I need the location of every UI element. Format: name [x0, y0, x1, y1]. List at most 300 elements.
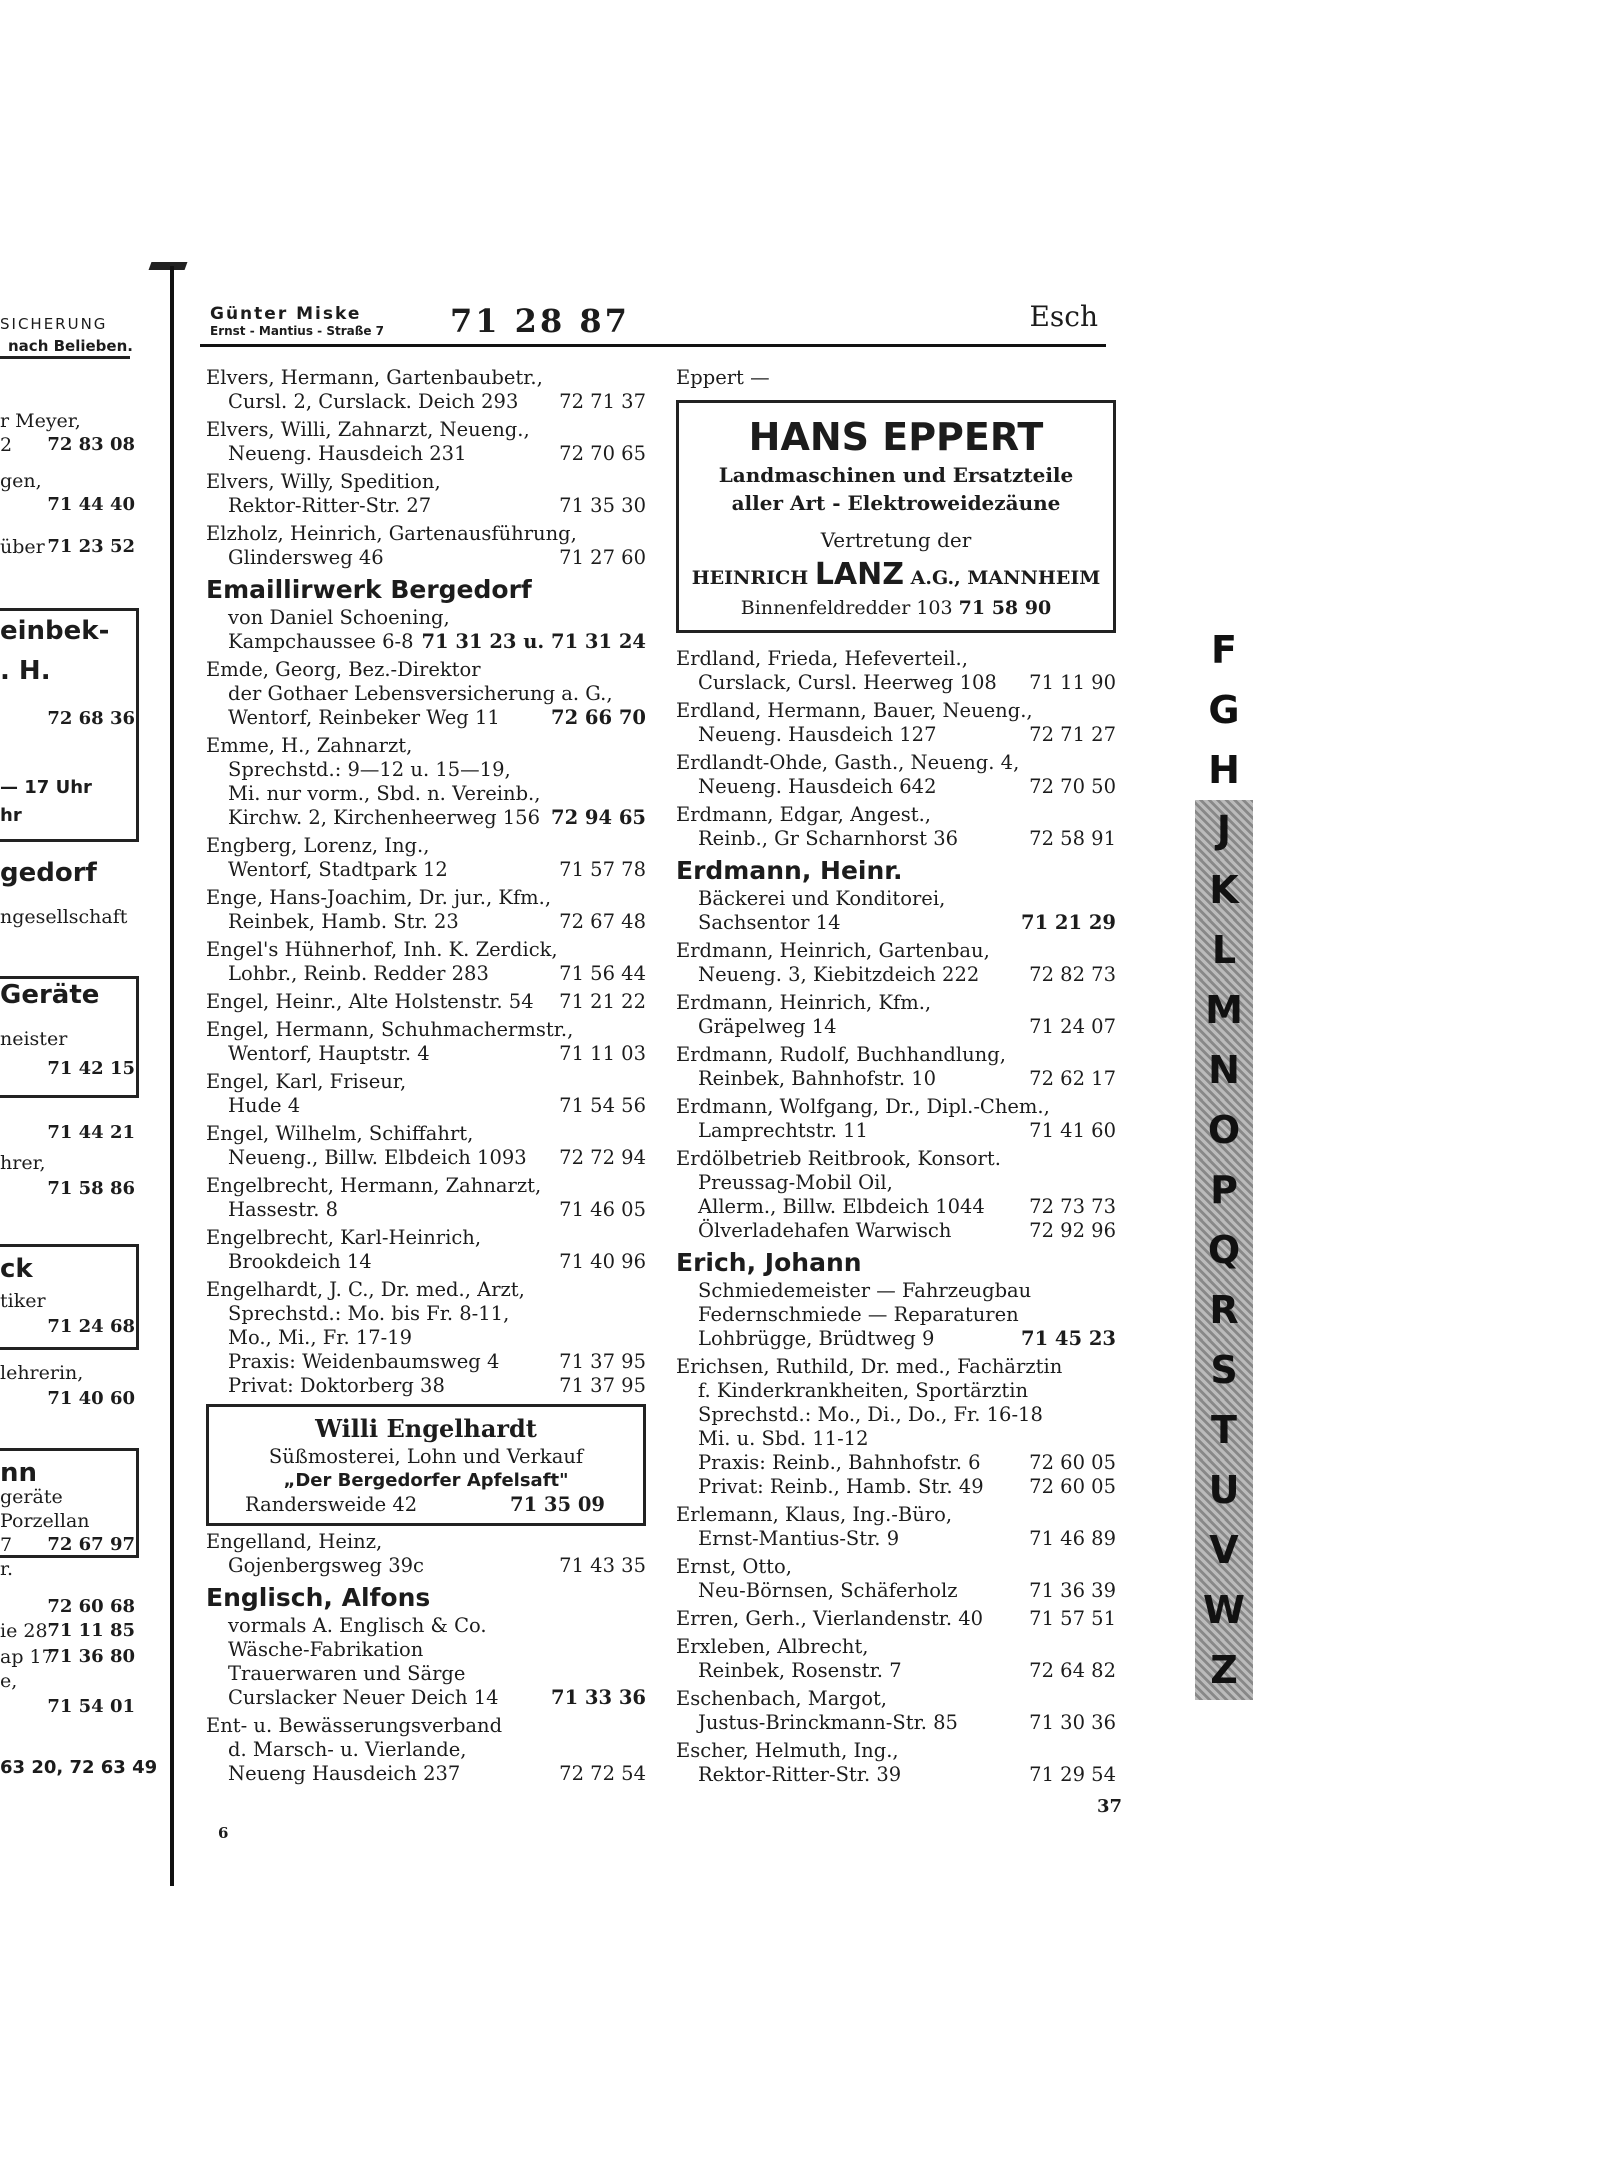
directory-entry: [676, 751, 1116, 799]
entry-text: Lohbrügge, Brüdtweg 9: [698, 1327, 935, 1350]
directory-entry: [676, 1635, 1116, 1683]
entry-line: [206, 1686, 646, 1710]
directory-entry: [676, 1043, 1116, 1091]
entry-text: Erdland, Hermann, Bauer, Neueng.,: [676, 699, 1033, 722]
entry-line: [676, 887, 1116, 911]
entry-phone: 71 40 96: [559, 1250, 646, 1273]
left-fragment-phone: 72 67 97: [47, 1534, 135, 1555]
entry-text: Neueng., Billw. Elbdeich 1093: [228, 1146, 527, 1169]
entry-line: [206, 734, 646, 758]
entry-line: [206, 962, 646, 986]
thumb-tab-r[interactable]: R: [1195, 1280, 1253, 1340]
left-fragment-text: gedorf: [0, 858, 97, 888]
entry-line: [206, 470, 646, 494]
left-fragment-text: . H.: [0, 656, 51, 686]
advert-company-brand: LANZ: [814, 557, 905, 592]
entry-line: [206, 522, 646, 546]
entry-line: [676, 803, 1116, 827]
entry-line: [676, 1739, 1116, 1763]
entry-text: Bäckerei und Konditorei,: [698, 887, 946, 910]
entry-phone: 71 21 22: [559, 990, 646, 1013]
entry-line: [676, 671, 1116, 695]
advert-title: HANS EPPERT: [748, 415, 1044, 459]
entry-text: Engel, Hermann, Schuhmachermstr.,: [206, 1018, 574, 1041]
entry-line: [206, 1530, 646, 1554]
directory-entry: [206, 1582, 646, 1710]
entry-phone: 72 64 82: [1029, 1659, 1116, 1682]
entry-business-name: Erdmann, Heinr.: [676, 856, 903, 885]
left-fragment-phone: 72 83 08: [47, 434, 135, 455]
advert-company-line: [691, 557, 1101, 596]
entry-business-name: Emaillirwerk Bergedorf: [206, 575, 532, 604]
entry-line: [206, 1018, 646, 1042]
entry-line: [206, 1638, 646, 1662]
page-number-right: 37: [1097, 1796, 1123, 1817]
entry-phone: 72 58 91: [1029, 827, 1116, 850]
entry-phone: 71 54 56: [559, 1094, 646, 1117]
entry-phone: 71 57 51: [1029, 1607, 1116, 1630]
entry-text: Erxleben, Albrecht,: [676, 1635, 869, 1658]
entry-text: Hude 4: [228, 1094, 301, 1117]
entry-text: Erdmann, Rudolf, Buchhandlung,: [676, 1043, 1006, 1066]
directory-entry: [676, 939, 1116, 987]
left-fragment-line: [0, 470, 135, 492]
advert-title: Willi Engelhardt: [315, 1414, 537, 1443]
entry-text: Elzholz, Heinrich, Gartenausführung,: [206, 522, 577, 545]
entry-phone: 72 72 54: [559, 1762, 646, 1785]
entry-phone: 72 82 73: [1029, 963, 1116, 986]
entry-text: Erdmann, Edgar, Angest.,: [676, 803, 931, 826]
left-fragment-line: [0, 1620, 135, 1642]
entry-text: Engberg, Lorenz, Ing.,: [206, 834, 430, 857]
directory-entry: [206, 1018, 646, 1066]
entry-text: Federnschmiede — Reparaturen: [698, 1303, 1019, 1326]
thumb-index: [1195, 620, 1253, 1700]
directory-entry: [206, 418, 646, 466]
left-fragment-phone: 71 54 01: [47, 1696, 135, 1717]
entry-phone: 71 41 60: [1029, 1119, 1116, 1142]
entry-line: [676, 1043, 1116, 1067]
entry-line: [206, 1122, 646, 1146]
entry-text: Engelhardt, J. C., Dr. med., Arzt,: [206, 1278, 525, 1301]
left-fragment-box: [0, 608, 139, 842]
left-fragment-text: lehrerin,: [0, 1362, 84, 1384]
entry-line: [676, 991, 1116, 1015]
entry-line: [206, 546, 646, 570]
directory-entry: [206, 470, 646, 518]
advert-line: aller Art - Elektroweidezäune: [731, 491, 1061, 515]
left-fragment-text: ap 17: [0, 1646, 54, 1668]
entry-line: [206, 366, 646, 390]
entry-line: [206, 782, 646, 806]
left-fragment-line: [0, 1646, 135, 1668]
left-fragment-phone: 71 36 80: [47, 1646, 135, 1667]
entry-line: [676, 1015, 1116, 1039]
entry-line: [206, 442, 646, 466]
directory-entry: [206, 1122, 646, 1170]
entry-line: [676, 1451, 1116, 1475]
entry-line: [206, 390, 646, 414]
entry-line: [206, 886, 646, 910]
entry-line: [676, 1067, 1116, 1091]
entry-text: Elvers, Hermann, Gartenbaubetr.,: [206, 366, 543, 389]
thumb-tab-k[interactable]: K: [1195, 860, 1253, 920]
entry-text: Gräpelweg 14: [698, 1015, 837, 1038]
directory-entry: [676, 1607, 1116, 1631]
entry-text: Erren, Gerh., Vierlandenstr. 40: [676, 1607, 984, 1630]
left-fragment-phone: 72 68 36: [47, 708, 135, 729]
entry-phone: 72 73 73: [1029, 1195, 1116, 1218]
entry-business-name: Erich, Johann: [676, 1248, 862, 1277]
thumb-tab-z[interactable]: Z: [1195, 1640, 1253, 1700]
entry-line: [676, 1327, 1116, 1351]
entry-line: [676, 1659, 1116, 1683]
entry-line: [206, 758, 646, 782]
entry-text: Wentorf, Hauptstr. 4: [228, 1042, 430, 1065]
directory-entry: [676, 1247, 1116, 1351]
entry-phone: 71 31 23 u. 71 31 24: [421, 630, 646, 653]
entry-text: von Daniel Schoening,: [228, 606, 450, 629]
entry-text: Erlemann, Klaus, Ing.-Büro,: [676, 1503, 953, 1526]
left-fragment-line: [0, 906, 135, 928]
entry-text: Engel, Wilhelm, Schiffahrt,: [206, 1122, 474, 1145]
entry-phone: 71 11 90: [1029, 671, 1116, 694]
left-fragment-phone: 71 23 52: [47, 536, 135, 557]
thumb-tab-s[interactable]: S: [1195, 1340, 1253, 1400]
thumb-tab-o[interactable]: O: [1195, 1100, 1253, 1160]
entry-text: d. Marsch- u. Vierlande,: [228, 1738, 467, 1761]
entry-text: Glindersweg 46: [228, 546, 384, 569]
entry-phone: 72 94 65: [551, 806, 646, 829]
thumb-tab-q[interactable]: Q: [1195, 1220, 1253, 1280]
entry-text: der Gothaer Lebensversicherung a. G.,: [228, 682, 613, 705]
entry-text: Sprechstd.: Mo. bis Fr. 8-11,: [228, 1302, 510, 1325]
entry-line: [206, 1554, 646, 1578]
left-fragment-line: [0, 312, 135, 334]
directory-entry: [676, 1147, 1116, 1243]
left-fragment-box: [0, 1448, 139, 1558]
left-fragment-text: ngesellschaft: [0, 906, 128, 928]
left-fragment-text: Geräte: [0, 980, 100, 1010]
entry-line: [676, 1579, 1116, 1603]
entry-line: [206, 910, 646, 934]
entry-phone: 72 92 96: [1029, 1219, 1116, 1242]
left-fragment-text: — 17 Uhr: [0, 777, 92, 798]
directory-entry: [676, 366, 1116, 390]
entry-line: [676, 1475, 1116, 1499]
entry-text: Erdlandt-Ohde, Gasth., Neueng. 4,: [676, 751, 1020, 774]
entry-line: [206, 630, 646, 654]
left-fragment-line: [0, 858, 135, 888]
left-fragment-text: 7: [0, 1534, 13, 1556]
entry-text: Neu-Börnsen, Schäferholz: [698, 1579, 958, 1602]
entry-line: [676, 1635, 1116, 1659]
left-fragment-line: [0, 334, 135, 356]
advert-box-engelhardt: [206, 1404, 646, 1526]
directory-entry: [206, 990, 646, 1014]
entry-phone: 72 62 17: [1029, 1067, 1116, 1090]
entry-text: Neueng. Hausdeich 231: [228, 442, 467, 465]
entry-text: Trauerwaren und Särge: [228, 1662, 466, 1685]
entry-text: Elvers, Willi, Zahnarzt, Neueng.,: [206, 418, 530, 441]
entry-text: Curslacker Neuer Deich 14: [228, 1686, 499, 1709]
left-fragment-box: [0, 976, 139, 1098]
left-fragment-text: nach Belieben.: [8, 337, 133, 355]
entry-line: [676, 1403, 1116, 1427]
entry-line: [206, 1250, 646, 1274]
entry-line: [206, 1614, 646, 1638]
entry-text: Rektor-Ritter-Str. 39: [698, 1763, 902, 1786]
entry-text: Eppert —: [676, 366, 770, 389]
directory-entry: [206, 574, 646, 654]
thumb-tab-l[interactable]: L: [1195, 920, 1253, 980]
entry-line: [676, 1763, 1116, 1787]
entry-phone: 72 67 48: [559, 910, 646, 933]
thumb-tab-p[interactable]: P: [1195, 1160, 1253, 1220]
entry-text: Wentorf, Stadtpark 12: [228, 858, 448, 881]
directory-entry: [676, 1095, 1116, 1143]
entry-phone: 71 35 30: [559, 494, 646, 517]
entry-line: [676, 1355, 1116, 1379]
entry-text: Enge, Hans-Joachim, Dr. jur., Kfm.,: [206, 886, 552, 909]
entry-line: [676, 1607, 1116, 1631]
left-fragment-line: [0, 1756, 158, 1778]
left-fragment-text: gen,: [0, 470, 42, 492]
entry-line: [206, 1662, 646, 1686]
advert-line: Vertretung der: [820, 528, 972, 552]
left-fragment-phone: 72 60 68: [47, 1596, 135, 1617]
entry-line: [676, 1279, 1116, 1303]
left-fragment-text: 2: [0, 434, 13, 456]
entry-text: Neueng. Hausdeich 127: [698, 723, 937, 746]
thumb-tab-n[interactable]: N: [1195, 1040, 1253, 1100]
entry-text: f. Kinderkrankheiten, Sportärztin: [698, 1379, 1029, 1402]
entry-line: [206, 806, 646, 830]
entry-text: Engel, Karl, Friseur,: [206, 1070, 407, 1093]
entry-text: vormals A. Englisch & Co.: [228, 1614, 487, 1637]
entry-text: Sprechstd.: 9—12 u. 15—19,: [228, 758, 511, 781]
entry-text: Ernst, Otto,: [676, 1555, 792, 1578]
entry-text: Engelbrecht, Hermann, Zahnarzt,: [206, 1174, 542, 1197]
entry-phone: 71 43 35: [559, 1554, 646, 1577]
entry-line: [676, 699, 1116, 723]
entry-line: [206, 1042, 646, 1066]
entry-phone: 71 37 95: [559, 1374, 646, 1397]
left-fragment-text: Porzellan: [0, 1510, 90, 1532]
page-header: [200, 300, 1106, 347]
entry-text: Reinb., Gr Scharnhorst 36: [698, 827, 959, 850]
entry-phone: 72 66 70: [551, 706, 646, 729]
directory-entry: [676, 400, 1116, 633]
thumb-tab-j[interactable]: J: [1195, 800, 1253, 860]
advert-company-first: HEINRICH: [691, 567, 809, 589]
entry-phone: 71 21 29: [1021, 911, 1116, 934]
entry-text: Erdmann, Heinrich, Gartenbau,: [676, 939, 990, 962]
entry-text: Allerm., Billw. Elbdeich 1044: [698, 1195, 985, 1218]
header-phone: 71 28 87: [450, 302, 630, 340]
entry-text: Erdölbetrieb Reitbrook, Konsort.: [676, 1147, 1001, 1170]
entry-text: Engel, Heinr., Alte Holstenstr. 54: [206, 990, 534, 1013]
page-number-left: 6: [218, 1824, 229, 1842]
entry-line: [206, 1738, 646, 1762]
left-fragment-text: über: [0, 536, 45, 558]
entry-text: Praxis: Reinb., Bahnhofstr. 6: [698, 1451, 981, 1474]
left-fragment-phone: 71 44 21: [47, 1122, 135, 1143]
entry-text: Schmiedemeister — Fahrzeugbau: [698, 1279, 1032, 1302]
entry-line: [676, 1195, 1116, 1219]
entry-line: [676, 827, 1116, 851]
entry-phone: 71 37 95: [559, 1350, 646, 1373]
entry-phone: 72 60 05: [1029, 1475, 1116, 1498]
entry-text: Wentorf, Reinbeker Weg 11: [228, 706, 500, 729]
entry-text: Erichsen, Ruthild, Dr. med., Fachärztin: [676, 1355, 1063, 1378]
entry-phone: 72 71 27: [1029, 723, 1116, 746]
left-fragment-text: r Meyer,: [0, 410, 81, 432]
directory-column-1: [206, 362, 646, 1786]
directory-entry: [676, 803, 1116, 851]
advert-phone: 71 58 90: [958, 597, 1052, 619]
entry-text: Engelland, Heinz,: [206, 1530, 383, 1553]
entry-phone: 71 46 89: [1029, 1527, 1116, 1550]
advert-line: Landmaschinen und Ersatzteile: [718, 463, 1074, 487]
entry-text: Escher, Helmuth, Ing.,: [676, 1739, 899, 1762]
directory-entry: [206, 1226, 646, 1274]
thumb-tab-m[interactable]: M: [1195, 980, 1253, 1040]
entry-text: Lohbr., Reinb. Redder 283: [228, 962, 489, 985]
entry-phone: 71 33 36: [551, 1686, 646, 1709]
entry-text: Lamprechtstr. 11: [698, 1119, 868, 1142]
entry-line: [206, 1350, 646, 1374]
directory-entry: [676, 1739, 1116, 1787]
entry-line: [206, 682, 646, 706]
entry-line: [676, 1379, 1116, 1403]
left-fragment-text: einbek-: [0, 616, 110, 646]
entry-line: [676, 1303, 1116, 1327]
thumb-tab-f[interactable]: F: [1211, 628, 1237, 672]
entry-text: Elvers, Willy, Spedition,: [206, 470, 441, 493]
binding-mark: [149, 262, 188, 270]
advert-phone: 71 35 09: [510, 1493, 605, 1516]
entry-line: [206, 1374, 646, 1398]
entry-text: Mi. nur vorm., Sbd. n. Vereinb.,: [228, 782, 541, 805]
advert-company-rest: A.G., MANNHEIM: [910, 567, 1101, 589]
entry-text: Reinbek, Hamb. Str. 23: [228, 910, 459, 933]
entry-text: Eschenbach, Margot,: [676, 1687, 887, 1710]
entry-line: [676, 911, 1116, 935]
entry-line: [676, 1503, 1116, 1527]
left-fragment-line: [0, 1558, 135, 1580]
entry-text: Engelbrecht, Karl-Heinrich,: [206, 1226, 482, 1249]
entry-line: [206, 418, 646, 442]
entry-line: [206, 606, 646, 630]
entry-line: [676, 1219, 1116, 1243]
entry-phone: 71 30 36: [1029, 1711, 1116, 1734]
entry-line: [206, 1146, 646, 1170]
entry-text: Neueng. Hausdeich 642: [698, 775, 937, 798]
entry-text: Ent- u. Bewässerungsverband: [206, 1714, 503, 1737]
entry-line: [676, 366, 1116, 390]
entry-text: Brookdeich 14: [228, 1250, 372, 1273]
entry-text: Emde, Georg, Bez.-Direktor: [206, 658, 481, 681]
entry-line: [206, 1094, 646, 1118]
entry-text: Curslack, Cursl. Heerweg 108: [698, 671, 997, 694]
directory-entry: [206, 1530, 646, 1578]
entry-line: [206, 1762, 646, 1786]
entry-phone: 71 56 44: [559, 962, 646, 985]
left-fragment-phone: 71 40 60: [47, 1388, 135, 1409]
advert-line: „Der Bergedorfer Apfelsaft": [283, 1470, 569, 1491]
directory-entry: [206, 1404, 646, 1526]
header-advertiser-address: Ernst - Mantius - Straße 7: [210, 324, 385, 338]
entry-line: [676, 751, 1116, 775]
directory-entry: [676, 1503, 1116, 1551]
entry-text: Reinbek, Rosenstr. 7: [698, 1659, 902, 1682]
entry-text: Ernst-Mantius-Str. 9: [698, 1527, 900, 1550]
left-fragment-text: nn: [0, 1458, 38, 1488]
directory-entry: [676, 699, 1116, 747]
left-fragment-text: e,: [0, 1670, 18, 1692]
directory-entry: [206, 734, 646, 830]
thumb-tab-v[interactable]: V: [1195, 1520, 1253, 1580]
entry-phone: 71 45 23: [1021, 1327, 1116, 1350]
directory-entry: [206, 834, 646, 882]
left-fragment-phone: 71 44 40: [47, 494, 135, 515]
thumb-tab-h[interactable]: H: [1208, 748, 1240, 792]
entry-text: Kirchw. 2, Kirchenheerweg 156: [228, 806, 540, 829]
left-fragment-line: [0, 1152, 135, 1174]
left-fragment-text: r.: [0, 1558, 14, 1580]
entry-line: [676, 1527, 1116, 1551]
left-fragment-line: [0, 536, 135, 558]
thumb-tab-t[interactable]: T: [1195, 1400, 1253, 1460]
thumb-tab-g[interactable]: G: [1208, 688, 1240, 732]
thumb-tab-w[interactable]: W: [1195, 1580, 1253, 1640]
entry-line: [676, 647, 1116, 671]
entry-phone: 71 11 03: [559, 1042, 646, 1065]
entry-phone: 72 72 94: [559, 1146, 646, 1169]
directory-entry: [206, 658, 646, 730]
entry-text: Rektor-Ritter-Str. 27: [228, 494, 432, 517]
entry-text: Erdland, Frieda, Hefeverteil.,: [676, 647, 968, 670]
entry-phone: 72 71 37: [559, 390, 646, 413]
entry-line: [206, 1278, 646, 1302]
entry-phone: 72 60 05: [1029, 1451, 1116, 1474]
left-fragment-box: [0, 1244, 139, 1350]
entry-text: Ölverladehafen Warwisch: [698, 1219, 952, 1242]
advert-box-eppert: [676, 400, 1116, 633]
entry-line: [206, 858, 646, 882]
directory-entry: [206, 522, 646, 570]
entry-line: [206, 1326, 646, 1350]
advert-address-row: [221, 1493, 631, 1517]
thumb-tab-u[interactable]: U: [1195, 1460, 1253, 1520]
entry-text: Sachsentor 14: [698, 911, 841, 934]
advert-address-row: [691, 596, 1101, 620]
entry-line: [206, 938, 646, 962]
left-fragment-text: tiker: [0, 1290, 46, 1312]
entry-line: [676, 1171, 1116, 1195]
directory-column-2: [676, 362, 1116, 1787]
directory-entry: [206, 1278, 646, 1398]
entry-text: Neueng. 3, Kiebitzdeich 222: [698, 963, 980, 986]
guide-word: Esch: [1029, 300, 1098, 333]
entry-line: [206, 834, 646, 858]
entry-text: Preussag-Mobil Oil,: [698, 1171, 893, 1194]
advert-address: Randersweide 42: [245, 1493, 418, 1516]
entry-text: Erdmann, Heinrich, Kfm.,: [676, 991, 932, 1014]
left-page-fragment: [0, 290, 158, 1810]
left-fragment-text: 63 20, 72 63 49: [0, 1757, 158, 1778]
